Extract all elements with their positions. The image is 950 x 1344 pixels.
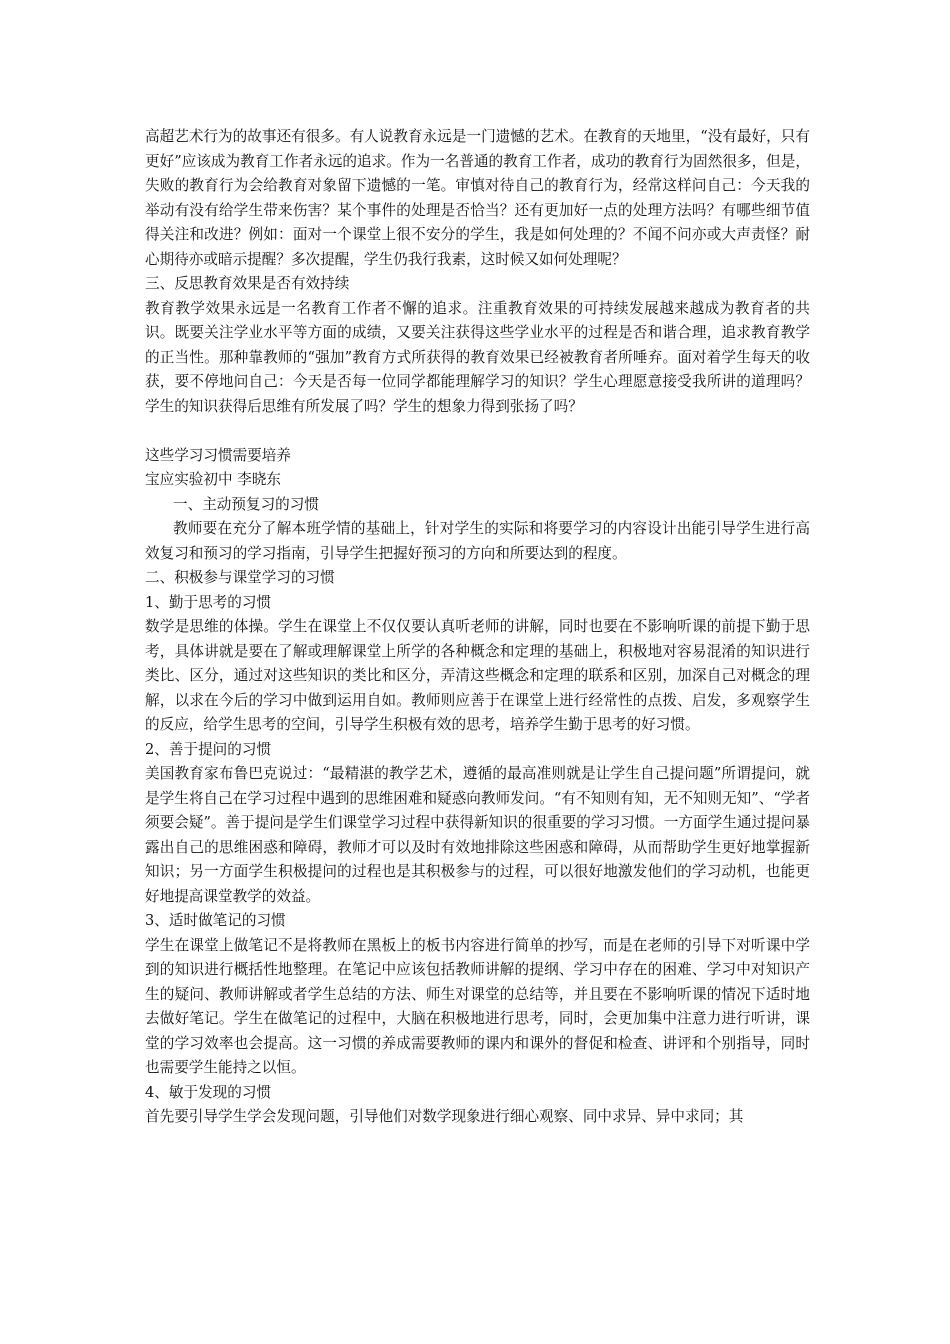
- section-heading-2: 二、积极参与课堂学习的习惯: [145, 569, 335, 586]
- subheading-notes: 3、适时做笔记的习惯: [145, 912, 286, 929]
- paragraph-notes: 学生在课堂上做笔记不是将教师在黑板上的板书内容进行简单的抄写，而是在老师的引导下对听课中学到的知识进行概括性地整理。在笔记中应该包括教师讲解的提纲、学习中存在的困难、学习中对知识产生的疑问、教师讲解或者学生总结的方法、师生对课堂的总结等，并且要在不影响听课的情况下适时地去做好笔记。学生在做笔记的过程中，大脑在积极地进行思考，同时，会更加集中注意力进行听讲，课堂的学习效率也会提高。这一习惯的养成需要教师的课内和课外的督促和检查、讲评和个别指导，同时也需要学生能持之以恒。: [145, 936, 810, 1076]
- section-heading-3: 三、反思教育效果是否有效持续: [145, 275, 350, 292]
- document-page: [145, 125, 810, 1130]
- paragraph-2: 教育教学效果永远是一名教育工作者不懈的追求。注重教育效果的可持续发展越来越成为教育者的共识。既要关注学业水平等方面的成绩，又要关注获得这些学业水平的过程是否和谐合理，追求教育教学的正当性。那种靠教师的“强加”教育方式所获得的教育效果已经被教育者所唾弃。面对着学生每天的收获，要不停地问自己：今天是否每一位同学都能理解学习的知识？学生心理愿意接受我所讲的道理吗？学生的知识获得后思维有所发展了吗？学生的想象力得到张扬了吗？: [145, 299, 810, 415]
- subheading-questioning: 2、善于提问的习惯: [145, 740, 272, 758]
- paragraph-preview-habit: 教师要在充分了解本班学情的基础上，针对学生的实际和将要学习的内容设计出能引导学生进行高效复习和预习的学习指南，引导学生把握好预习的方向和所要达到的程度。: [145, 520, 810, 562]
- paragraph-thinking: 数学是思维的体操。学生在课堂上不仅仅要认真听老师的讲解，同时也要在不影响听课的前提下勤于思考，具体讲就是要在了解或理解课堂上所学的各种概念和定理的基础上，积极地对容易混淆的知识进行类比、区分，通过对这些知识的类比和区分，弄清这些概念和定理的联系和区别，加深自己对概念的理解，以求在今后的学习中做到运用自如。教师则应善于在课堂上进行经常性的点拨、启发，多观察学生的反应，给学生思考的空间，引导学生积极有效的思考，培养学生勤于思考的好习惯。: [145, 618, 810, 733]
- paragraph-discovery: 首先要引导学生学会发现问题，引导他们对数学现象进行细心观察、同中求异、异中求同；其: [145, 1108, 744, 1125]
- paragraph-1: 高超艺术行为的故事还有很多。有人说教育永远是一门遗憾的艺术。在教育的天地里，“没有最好，只有更好”应该成为教育工作者永远的追求。作为一名普通的教育工作者，成功的教育行为固然很多，但是，失败的教育行为会给教育对象留下遗憾的一笔。审慎对待自己的教育行为，经常这样问自己：今天我的举动有没有给学生带来伤害？某个事件的处理是否恰当？还有更加好一点的处理方法吗？有哪些细节值得关注和改进？例如：面对一个课堂上很不安分的学生，我是如何处理的？不闻不问亦或大声责怪？耐心期待亦或暗示提醒？多次提醒，学生仍我行我素，这时候又如何处理呢？: [145, 128, 810, 268]
- article-title: 这些学习习惯需要培养: [145, 446, 291, 464]
- article-author: 宝应实验初中 李晓东: [145, 471, 281, 488]
- paragraph-questioning: 美国教育家布鲁巴克说过：“最精湛的教学艺术，遵循的最高准则就是让学生自己提问题”所谓提问，就是学生将自己在学习过程中遇到的思维困难和疑惑向教师发问。“有不知则有知，无不知则无知”、“学者须要会疑”。善于提问是学生们课堂学习过程中获得新知识的很重要的学习习惯。一方面学生通过提问暴露出自己的思维困惑和障碍，教师才可以及时有效地排除这些困惑和障碍，从而帮助学生更好地掌握新知识；另一方面学生积极提问的过程也是其积极参与的过程，可以很好地激发他们的学习动机，也能更好地提高课堂教学的效益。: [145, 765, 810, 905]
- subheading-discovery: 4、敏于发现的习惯: [145, 1083, 272, 1101]
- blank-line: [145, 419, 810, 444]
- section-heading-1: 一、主动预复习的习惯: [173, 495, 319, 513]
- subheading-thinking: 1、勤于思考的习惯: [145, 593, 272, 611]
